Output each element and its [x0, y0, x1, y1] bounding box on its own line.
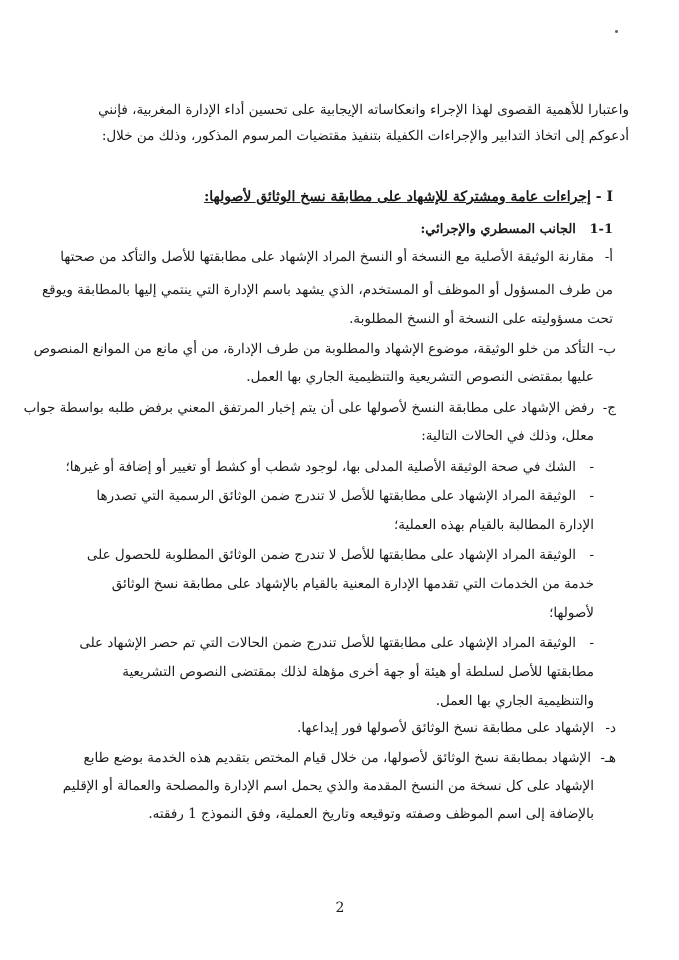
item-marker: ج-: [602, 400, 616, 416]
page-number: 2: [335, 900, 345, 916]
subsection-title: الجانب المسطري والإجرائي:: [420, 222, 576, 237]
subsection-number: 1-1: [589, 222, 613, 237]
bullet-dash: -: [589, 488, 594, 504]
item-c-line: رفض الإشهاد على مطابقة النسخ لأصولها على أن يتم إخبار المرتفق المعني برفض طلبه بواسطة جواب: [23, 400, 594, 416]
item-b-line: التأكد من خلو الوثيقة، موضوع الإشهاد والمطلوبة من طرف الإدارة، من أي مانع من الموانع المنصوص: [33, 341, 594, 357]
item-marker: أ-: [604, 249, 613, 265]
bullet-line: الوثيقة المراد الإشهاد على مطابقتها للأصل لا تندرج ضمن الوثائق الرسمية التي تصدرها: [96, 488, 576, 504]
bullet-dash: -: [589, 459, 594, 475]
item-e-line: بالإضافة إلى اسم الموظف وصفته وتوقيعه وتاريخ العملية، وفق النموذج 1 رفقته.: [148, 806, 594, 822]
scan-dot: [615, 30, 618, 33]
item-e-line: الإشهاد بمطابقة نسخ الوثائق لأصولها، من خلال قيام المختص بتقديم هذه الخدمة بوضع طابع: [83, 750, 591, 766]
section-heading: [204, 190, 613, 204]
bullet-line: الشك في صحة الوثيقة الأصلية المدلى بها، لوجود شطب أو كشط أو تغيير أو إضافة أو غيرها؛: [65, 459, 576, 475]
bullet-dash: -: [589, 547, 594, 563]
subsection-heading: [420, 223, 613, 236]
bullet-line: والتنظيمية الجاري بها العمل.: [435, 693, 594, 709]
bullet-line: لأصولها؛: [549, 605, 594, 621]
intro-paragraph: [44, 104, 629, 144]
item-marker: هـ-: [600, 750, 616, 766]
section-title: إجراءات عامة ومشتركة للإشهاد على مطابقة نسخ الوثائق لأصولها:: [204, 189, 591, 205]
item-a-line: مقارنة الوثيقة الأصلية مع النسخة أو النسخ المراد الإشهاد على مطابقتها للأصل والتأكد من صحتها: [60, 249, 594, 265]
item-b-line: عليها بمقتضى النصوص التشريعية والتنظيمية الجاري بها العمل.: [246, 369, 594, 385]
intro-line: واعتبارا للأهمية القصوى لهذا الإجراء وانعكاساته الإيجابية على تحسين أداء الإدارة المغربية، فإنني: [98, 102, 629, 118]
item-c-line: معلل، وذلك في الحالات التالية:: [421, 428, 594, 444]
item-e-line: الإشهاد على كل نسخة من النسخ المقدمة والذي يحمل اسم الإدارة والمصلحة والعمالة أو الإقليم: [62, 778, 594, 794]
item-marker: د-: [605, 720, 616, 736]
item-a-line: تحت مسؤوليته على النسخة أو النسخ المطلوبة.: [349, 311, 613, 327]
bullet-line: مطابقتها للأصل لسلطة أو هيئة أو جهة أخرى مؤهلة لذلك بمقتضى النصوص التشريعية: [122, 664, 594, 680]
bullet-line: الإدارة المطالبة بالقيام بهذه العملية؛: [393, 517, 594, 533]
item-d-line: الإشهاد على مطابقة نسخ الوثائق لأصولها فور إيداعها.: [297, 720, 594, 736]
item-a-line: من طرف المسؤول أو الموظف أو المستخدم، الذي يشهد باسم الإدارة التي ينتمي إليها بالمطابقة ويوقع: [42, 282, 613, 298]
bullet-line: الوثيقة المراد الإشهاد على مطابقتها للأصل تندرج ضمن الحالات التي تم حصر الإشهاد على: [79, 635, 576, 651]
bullet-line: الوثيقة المراد الإشهاد على مطابقتها للأصل لا تندرج ضمن الوثائق المطلوبة للحصول على: [86, 547, 576, 563]
bullet-dash: -: [589, 635, 594, 651]
section-number: I -: [595, 189, 613, 205]
item-marker: ب-: [598, 341, 616, 357]
intro-line: أدعوكم إلى اتخاذ التدابير والإجراءات الكفيلة بتنفيذ مقتضيات المرسوم المذكور، وذلك من خلال:: [101, 128, 629, 144]
bullet-line: خدمة من الخدمات التي تقدمها الإدارة المعنية بالقيام بالإشهاد على مطابقة نسخ الوثائق: [111, 576, 594, 592]
